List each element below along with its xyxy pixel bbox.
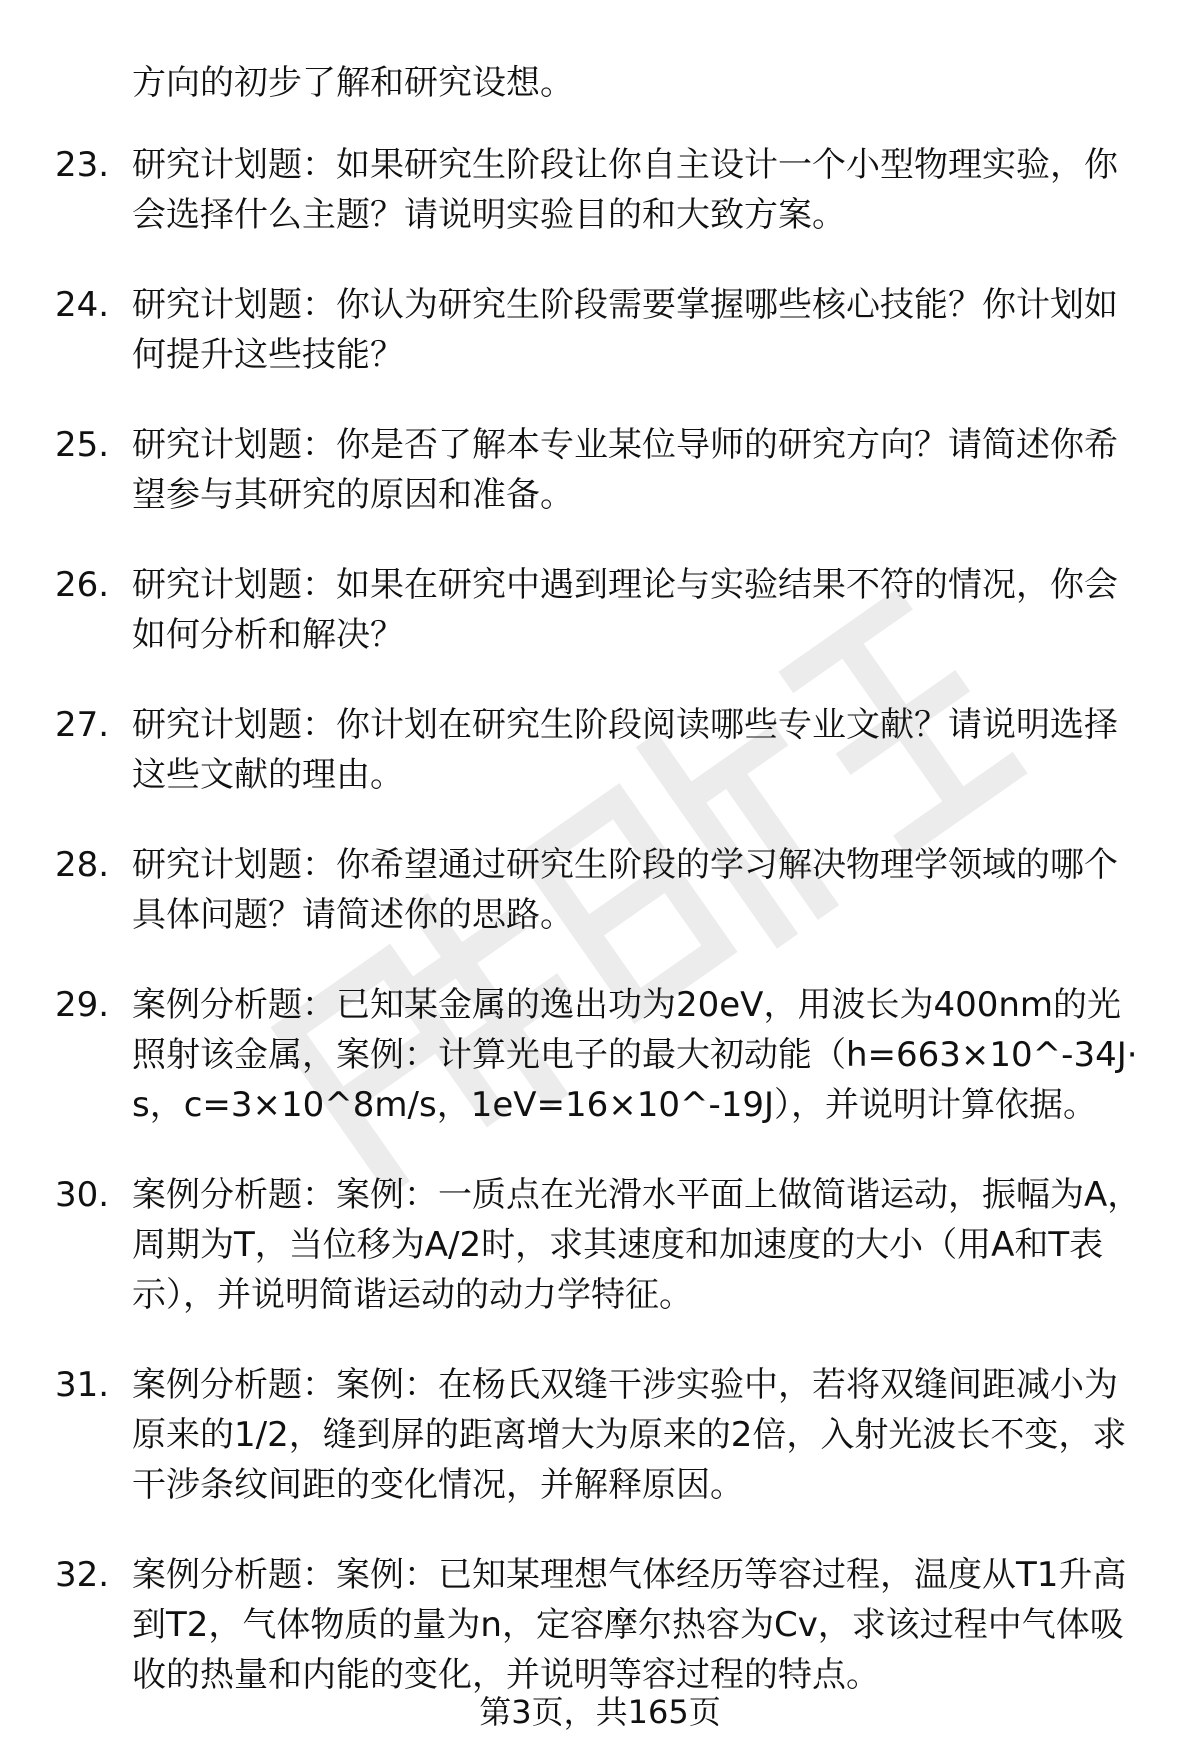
question-number: 32. [55,1555,110,1595]
list-item [0,560,1200,660]
continuation-text: 方向的初步了解和研究设想。 [132,63,574,103]
question-number: 24. [55,285,110,325]
list-item [0,1170,1200,1320]
list-item [0,280,1200,380]
list-item [0,420,1200,520]
question-list [0,140,1200,1740]
question-text: 研究计划题：你认为研究生阶段需要掌握哪些核心技能？你计划如何提升这些技能？ [132,285,1118,375]
list-item [0,140,1200,240]
question-number: 25. [55,425,110,465]
question-text: 研究计划题：如果在研究中遇到理论与实验结果不符的情况，你会如何分析和解决？ [132,565,1118,655]
question-number: 29. [55,985,110,1025]
question-text: 研究计划题：你计划在研究生阶段阅读哪些专业文献？请说明选择这些文献的理由。 [132,705,1118,795]
question-number: 23. [55,145,110,185]
question-text: 案例分析题：已知某金属的逸出功为20eV，用波长为400nm的光照射该金属，案例：计算光电子的最大初动能（h=663×10^-34J·s，c=3×10^8m/s，1eV=16×10^-19J），并说明计算依据。 [132,985,1138,1125]
question-text: 研究计划题：你是否了解本专业某位导师的研究方向？请简述你希望参与其研究的原因和准备。 [132,425,1118,515]
question-number: 30. [55,1175,110,1215]
question-number: 26. [55,565,110,605]
list-item [0,840,1200,940]
question-text: 案例分析题：案例：在杨氏双缝干涉实验中，若将双缝间距减小为原来的1/2，缝到屏的距离增大为原来的2倍，入射光波长不变，求干涉条纹间距的变化情况，并解释原因。 [132,1365,1127,1505]
list-item [0,980,1200,1130]
question-text: 案例分析题：案例：已知某理想气体经历等容过程，温度从T1升高到T2，气体物质的量为n，定容摩尔热容为Cv，求该过程中气体吸收的热量和内能的变化，并说明等容过程的特点。 [132,1555,1127,1695]
question-text: 案例分析题：案例：一质点在光滑水平面上做简谐运动，振幅为A，周期为T，当位移为A/2时，求其速度和加速度的大小（用A和T表示），并说明简谐运动的动力学特征。 [132,1175,1142,1315]
question-number: 31. [55,1365,110,1405]
list-item [0,1550,1200,1700]
question-text: 研究计划题：你希望通过研究生阶段的学习解决物理学领域的哪个具体问题？请简述你的思路。 [132,845,1118,935]
question-text: 研究计划题：如果研究生阶段让你自主设计一个小型物理实验，你会选择什么主题？请说明实验目的和大致方案。 [132,145,1118,235]
question-number: 28. [55,845,110,885]
list-item [0,700,1200,800]
page-footer: 第3页，共165页 [479,1693,721,1731]
list-item [0,1360,1200,1510]
question-number: 27. [55,705,110,745]
